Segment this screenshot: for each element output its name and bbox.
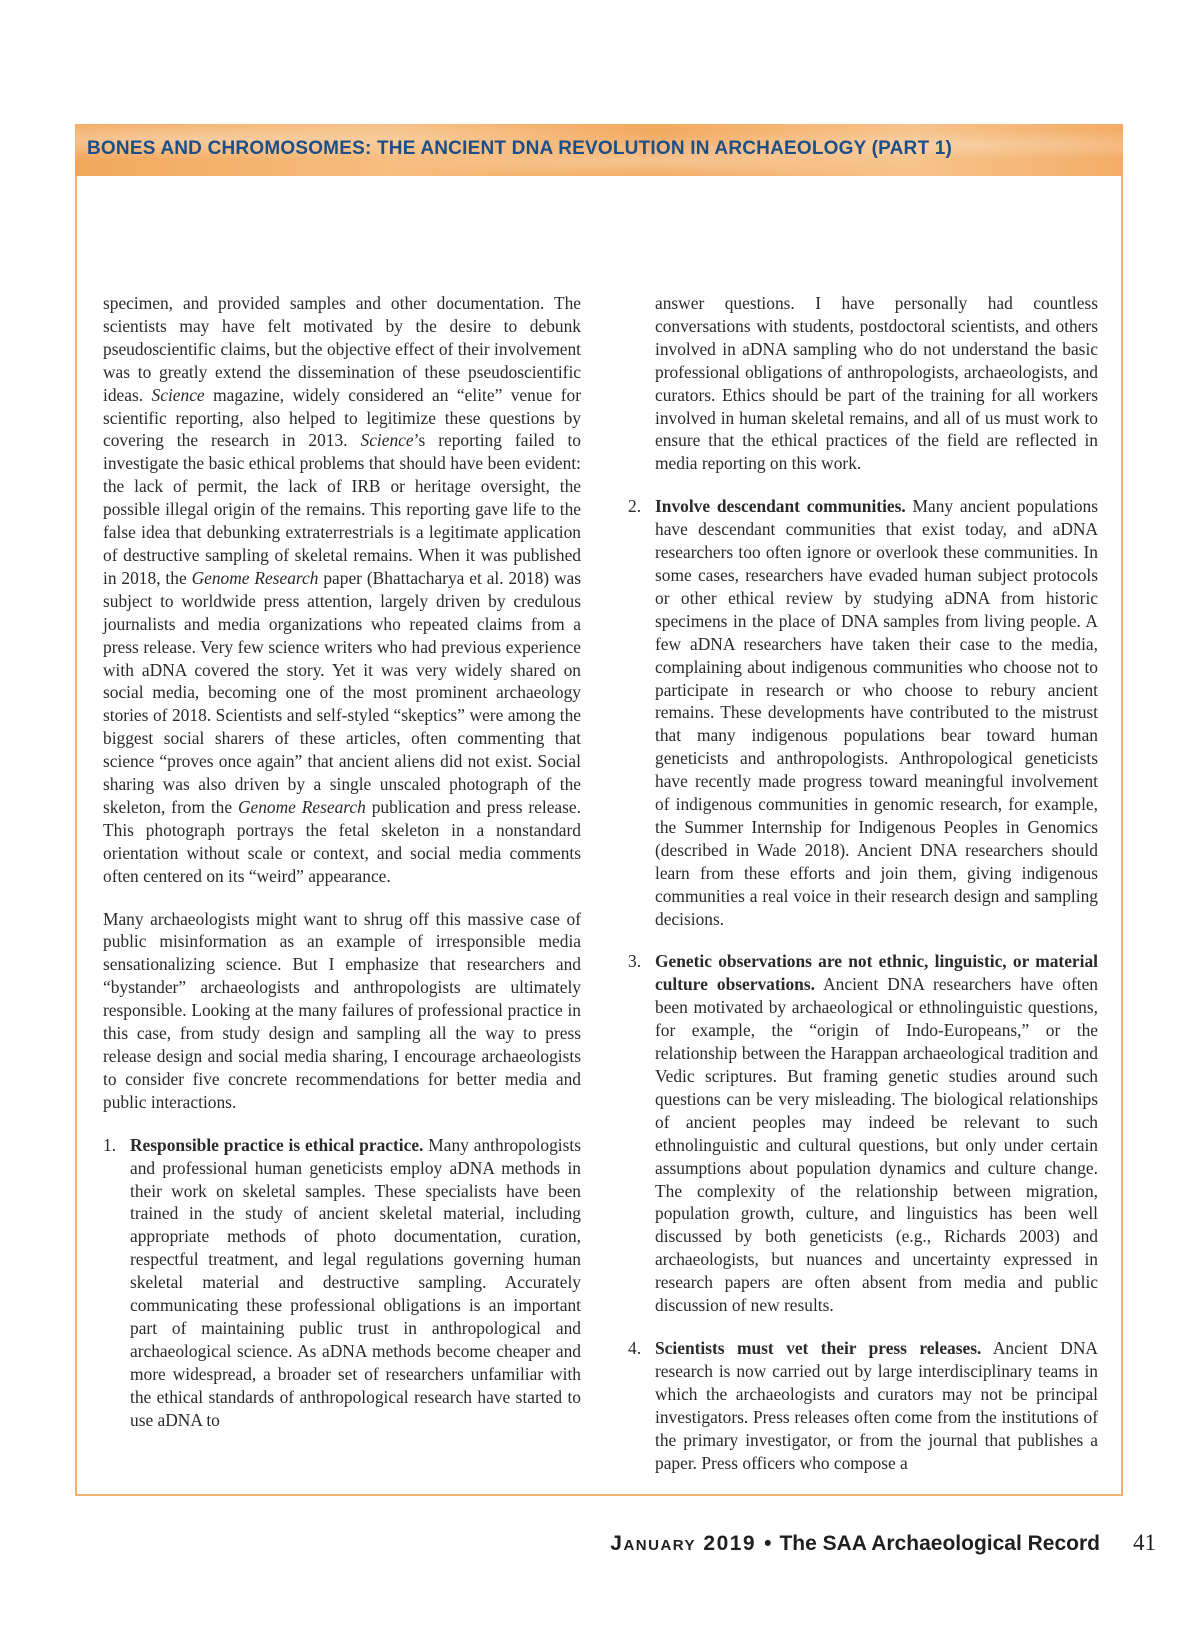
page-number: 41 [1133,1530,1156,1555]
paragraph-1-text-a: specimen, and provided samples and other documentation. The scientists may have felt motivated by the desire to debunk pseudoscientific claims, but the objective effect of their involvement was to greatly extend the dissemination of these pseudoscientific ideas. [103,293,581,405]
recommendation-text: Many ancient populations have descendant communities that exist today, and aDNA researchers too often ignore or overlook these communities. In some cases, researchers have evaded human subject protocols or other ethical review by studying aDNA from historic specimens in the place of DNA samples from living people. A few aDNA researchers have taken their case to the media, complaining about indigenous communities who choose not to participate in research or who choose to rebury ancient remains. These developments have contributed to the mistrust that many indigenous populations bear toward human geneticists and anthropologists. Anthropological geneticists have recently made progress toward meaningful involvement of indigenous communities in genomic research, for example, the Summer Internship for Indigenous Peoples in Genomics (described in Wade 2018). Ancient DNA researchers should learn from these efforts and join them, giving indigenous communities a real voice in their research design and sampling decisions. [655,496,1099,929]
recommendation-2 [628,495,1098,930]
issue-date: January 2019 [610,1532,757,1555]
recommendation-heading: Involve descendant communities. [655,496,906,517]
recommendation-heading: Genetic observations are not ethnic, linguistic, or material culture observations. [655,951,1098,995]
left-column [103,292,581,1452]
list-number: 2. [628,496,642,517]
publication-name: The SAA Archaeological Record [779,1532,1100,1555]
right-column [628,292,1098,1494]
paragraph-1-text-b: magazine, widely considered an “elite” venue for scientific reporting, also helped to legitimize these questions by covering the research in 2013. [103,384,581,451]
paragraph-1-text-e: publication and press release. This photograph portrays the fetal skeleton in a nonstandard orientation without scale or context, and social media comments often centered on its “weird” appearance. [103,796,581,886]
recommendation-1-continued [628,292,1098,475]
journal-name-genome-research: Genome Research [191,567,319,588]
recommendation-text: Ancient DNA researchers have often been motivated by archaeological or ethnolinguistic questions, for example, the “origin of Indo-Europeans,” or the relationship between the Harappan archaeological tradition and Vedic scriptures. But framing genetic studies around such questions can be very misleading. The biological relationships of ancient peoples may indeed be relevant to such ethnolinguistic and cultural questions, but only under certain assumptions about population dynamics and culture change. The complexity of the relationship between migration, population growth, culture, and linguistics has been well discussed by both geneticists (e.g., Richards 2003) and archaeologists, but nuances and uncertainty expressed in research papers are often absent from media and public discussion of new results. [655,974,1098,1316]
journal-name-science: Science [151,384,205,405]
footer-bullet: • [764,1532,772,1555]
recommendation-4 [628,1337,1098,1474]
recommendation-text: Many anthropologists and professional human geneticists employ aDNA methods in their work on skeletal samples. These specialists have been trained in the study of ancient skeletal material, including appropriate methods of photo documentation, curation, respectful treatment, and legal regulations governing human skeletal material and destructive sampling. Accurately communicating these professional obligations is an important part of maintaining public trust in anthropological and archaeological science. As aDNA methods become cheaper and more widespread, a broader set of researchers unfamiliar with the ethical standards of anthropological research have started to use aDNA to [130,1134,581,1430]
list-number: 4. [628,1337,642,1358]
section-title: BONES AND CHROMOSOMES: THE ANCIENT DNA REVOLUTION IN ARCHAEOLOGY (PART 1) [87,138,953,159]
recommendation-3 [628,950,1098,1317]
recommendation-1 [103,1134,581,1432]
list-number: 3. [628,951,642,972]
journal-name-science: Science [360,430,414,451]
header-banner [75,124,1123,176]
page-footer [610,1532,1100,1556]
recommendation-text: Ancient DNA research is now carried out by large interdisciplinary teams in which the archaeologists and curators may not be principal investigators. Press releases often come from the institutions of the primary investigator, or from the journal that publishes a paper. Press officers who compose a [655,1337,1098,1473]
recommendation-heading: Scientists must vet their press releases. [655,1337,982,1358]
journal-name-genome-research: Genome Research [237,796,366,817]
list-number: 1. [103,1134,117,1155]
paragraph-1-text-d: paper (Bhattacharya et al. 2018) was subject to worldwide press attention, largely driven by credulous journalists and media organizations who repeated claims from a press release. Very few science writers who had previous experience with aDNA covered the story. Yet it was very widely shared on social media, becoming one of the most prominent archaeology stories of 2018. Scientists and self-styled “skeptics” were among the biggest social sharers of these articles, often commenting that science “proves once again” that ancient aliens did not exist. Social sharing was also driven by a single unscaled photograph of the skeleton, from the [103,567,581,817]
recommendation-text: answer questions. I have personally had countless conversations with students, postdoctoral scientists, and others involved in aDNA sampling who do not understand the basic professional obligations of anthropologists, archaeologists, and curators. Ethics should be part of the training for all workers involved in human skeletal remains, and all of us must work to ensure that the ethical practices of the field are reflected in media reporting on this work. [655,293,1098,474]
paragraph-1-text-c: ’s reporting failed to investigate the basic ethical problems that should have been evident: the lack of permit, the lack of IRB or heritage oversight, the possible illegal origin of the remains. This reporting gave life to the false idea that debunking extraterrestrials is a legitimate application of destructive sampling of skeletal remains. When it was published in 2018, the [103,430,581,588]
recommendation-heading: Responsible practice is ethical practice. [130,1134,424,1155]
paragraph-2: Many archaeologists might want to shrug off this massive case of public misinformation as an example of irresponsible media sensationalizing science. But I emphasize that researchers and “bystander” archaeologists and anthropologists are ultimately responsible. Looking at the many failures of professional practice in this case, from study design and sampling all the way to press release design and social media sharing, I encourage archaeologists to consider five concrete recommendations for better media and public interactions. [103,908,581,1112]
paragraph-1 [103,292,581,888]
